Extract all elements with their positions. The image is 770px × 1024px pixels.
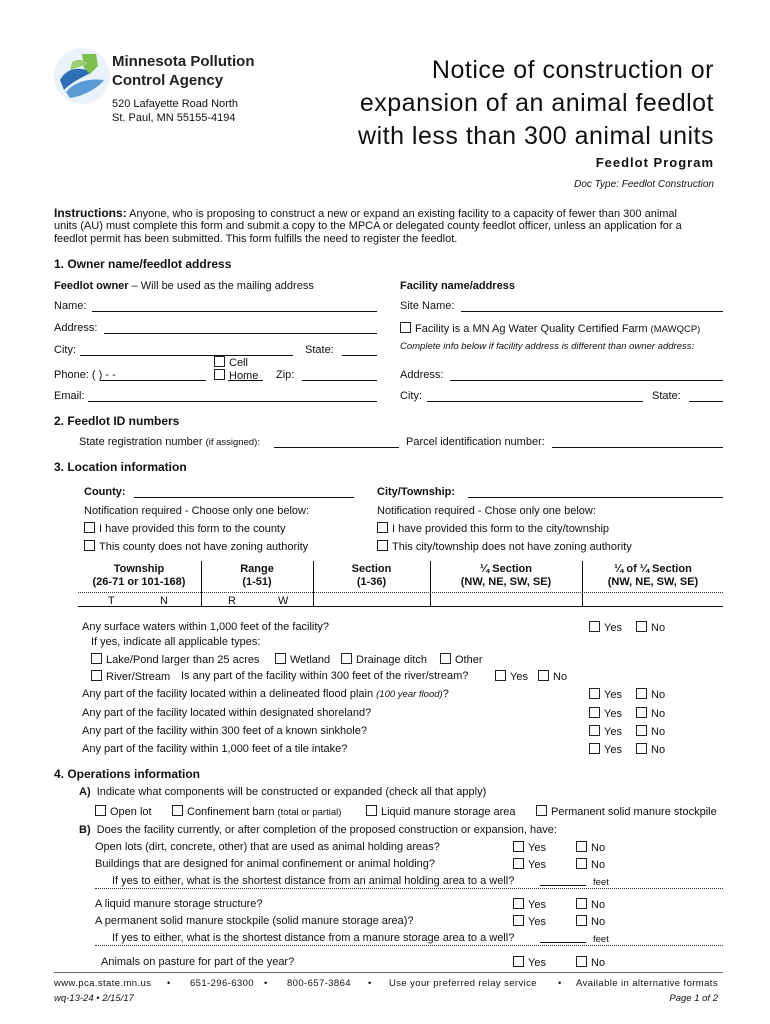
other-option[interactable]: Other: [440, 653, 483, 666]
tile-no[interactable]: No: [636, 743, 665, 756]
city-provided-checkbox[interactable]: [377, 522, 388, 533]
footer-bullet3: •: [368, 978, 372, 989]
mawqcp-option[interactable]: Facility is a MN Ag Water Quality Certified Farm (MAWQCP): [400, 322, 700, 335]
form-title-line1: Notice of construction or: [431, 56, 714, 84]
parcel-field[interactable]: [552, 447, 723, 448]
facility-city-field[interactable]: [427, 401, 643, 402]
township-t: T: [108, 595, 115, 607]
parcel-label: Parcel identification number:: [406, 436, 545, 448]
instructions-text2: units (AU) must complete this form and submit a copy to the MPCA or delegated county feedlot officer, unless an application for a: [54, 220, 682, 232]
sinkhole-yes[interactable]: Yes: [589, 725, 622, 738]
pasture-no[interactable]: No: [576, 956, 605, 969]
q-flood-plain: Any part of the facility located within a delineated flood plain (100 year flood)?: [82, 688, 449, 700]
footer-bullet1: •: [167, 978, 171, 989]
open-lot-checkbox[interactable]: [95, 805, 106, 816]
open-lot-option[interactable]: Open lot: [95, 805, 152, 818]
section1-heading: 1. Owner name/feedlot address: [54, 257, 232, 271]
city-township-field[interactable]: [468, 497, 723, 498]
surface-yes-checkbox[interactable]: [589, 621, 600, 632]
owner-zip-field[interactable]: [302, 380, 377, 381]
site-name-field[interactable]: [461, 311, 723, 312]
other-checkbox[interactable]: [440, 653, 451, 664]
if-yes-types: If yes, indicate all applicable types:: [91, 636, 261, 648]
footer-page-number: Page 1 of 2: [669, 993, 718, 1004]
liquid-no-checkbox[interactable]: [576, 898, 587, 909]
pasture-yes[interactable]: Yes: [513, 956, 546, 969]
instructions-text3: feedlot permit has been submitted. This form fulfills the need to register the feedlot.: [54, 233, 458, 245]
tile-yes[interactable]: Yes: [589, 743, 622, 756]
form-title-line2: expansion of an animal feedlot: [359, 89, 714, 117]
openlots-no[interactable]: No: [576, 841, 605, 854]
owner-city-field[interactable]: [80, 355, 293, 356]
liquid-no[interactable]: No: [576, 898, 605, 911]
facility-city-label: City:: [400, 390, 422, 402]
complete-info-note: Complete info below if facility address is different than owner address:: [400, 341, 695, 352]
surface-yes[interactable]: Yes: [589, 621, 622, 634]
solid-no-checkbox[interactable]: [576, 915, 587, 926]
state-reg-field[interactable]: [274, 447, 399, 448]
q-tile-intake: Any part of the facility within 1,000 feet of a tile intake?: [82, 743, 348, 755]
surface-no[interactable]: No: [636, 621, 665, 634]
footer-bullet4: •: [558, 978, 562, 989]
notif-county: Notification required - Choose only one below:: [84, 505, 310, 517]
sinkhole-yes-checkbox[interactable]: [589, 725, 600, 736]
confinement-option[interactable]: Confinement barn (total or partial): [172, 805, 341, 818]
owner-state-label: State:: [305, 344, 334, 356]
river-checkbox[interactable]: [91, 670, 102, 681]
flood-no-checkbox[interactable]: [636, 688, 647, 699]
wetland-checkbox[interactable]: [275, 653, 286, 664]
holding-feet: feet: [593, 877, 609, 888]
shoreland-no[interactable]: No: [636, 707, 665, 720]
state-reg-label: State registration number (if assigned):: [79, 436, 260, 448]
shoreland-yes-checkbox[interactable]: [589, 707, 600, 718]
footer-alt-formats: Available in alternative formats: [576, 978, 718, 989]
facility-address-label: Address:: [400, 369, 444, 381]
township-n: N: [160, 595, 168, 607]
notif-city: Notification required - Chose only one below:: [377, 505, 596, 517]
footer-rule: [54, 972, 723, 973]
col-range: Range (1-51): [240, 563, 274, 588]
pasture-no-checkbox[interactable]: [576, 956, 587, 967]
buildings-yes-checkbox[interactable]: [513, 858, 524, 869]
flood-yes-checkbox[interactable]: [589, 688, 600, 699]
ditch-option[interactable]: Drainage ditch: [341, 653, 427, 666]
q-sinkhole: Any part of the facility within 300 feet of a known sinkhole?: [82, 725, 367, 737]
mpca-logo-icon: [52, 46, 112, 106]
holding-distance-field[interactable]: [540, 885, 586, 886]
pasture-yes-checkbox[interactable]: [513, 956, 524, 967]
q-liquid-structure: A liquid manure storage structure?: [95, 898, 263, 910]
col-quarter-quarter: ¼ of ¼ Section (NW, NE, SW, SE): [607, 563, 699, 588]
owner-zip-label: Zip:: [276, 369, 295, 381]
shoreland-yes[interactable]: Yes: [589, 707, 622, 720]
agency-logo: [52, 46, 112, 106]
range-w: W: [278, 595, 289, 607]
site-name-label: Site Name:: [400, 300, 455, 312]
facility-state-field[interactable]: [689, 401, 723, 402]
instructions-text1: Anyone, who is proposing to construct a new or expand an existing facility to a capacity of fewer than 300 animal: [129, 208, 677, 220]
solid-no[interactable]: No: [576, 915, 605, 928]
river300-no-checkbox[interactable]: [538, 670, 549, 681]
lake-option[interactable]: Lake/Pond larger than 25 acres: [91, 653, 260, 666]
q-pasture: Animals on pasture for part of the year?: [101, 956, 295, 968]
city-option-no-zoning[interactable]: This city/township does not have zoning authority: [377, 540, 632, 553]
col-township: Township (26-71 or 101-168): [92, 563, 186, 588]
wetland-option[interactable]: Wetland: [275, 653, 330, 666]
part-a: A) Indicate what components will be constructed or expanded (check all that apply): [79, 786, 487, 798]
owner-heading: Feedlot owner – Will be used as the mailing address: [54, 280, 314, 292]
q-buildings: Buildings that are designed for animal confinement or animal holding?: [95, 858, 435, 870]
cell-checkbox[interactable]: [214, 356, 225, 367]
storage-distance-field[interactable]: [540, 942, 586, 943]
footer-bullet2: •: [264, 978, 268, 989]
county-option-no-zoning[interactable]: This county does not have zoning authority: [84, 540, 308, 553]
river-option[interactable]: River/Stream: [91, 670, 170, 683]
col-section: Section (1-36): [351, 563, 392, 588]
owner-city-label: City:: [54, 344, 76, 356]
q-storage-distance: If yes to either, what is the shortest distance from a manure storage area to a well?: [112, 932, 515, 944]
openlots-yes-checkbox[interactable]: [513, 841, 524, 852]
facility-state-label: State:: [652, 390, 681, 402]
solid-yes-checkbox[interactable]: [513, 915, 524, 926]
owner-address-label: Address:: [54, 322, 98, 334]
section2-heading: 2. Feedlot ID numbers: [54, 414, 180, 428]
solid-stockpile-checkbox[interactable]: [536, 805, 547, 816]
city-option-provided[interactable]: I have provided this form to the city/township: [377, 522, 609, 535]
owner-email-field[interactable]: [88, 401, 377, 402]
instructions: [54, 206, 677, 220]
owner-address-field[interactable]: [104, 333, 377, 334]
col-quarter: ¼ Section (NW, NE, SW, SE): [460, 563, 552, 588]
cell-option[interactable]: Cell: [214, 356, 258, 369]
agency-name-line1: Minnesota Pollution: [112, 53, 255, 70]
flood-yes[interactable]: Yes: [589, 688, 622, 701]
owner-email-label: Email:: [54, 390, 85, 402]
ditch-checkbox[interactable]: [341, 653, 352, 664]
footer-website[interactable]: www.pca.state.mn.us: [54, 978, 152, 989]
agency-name-line2: Control Agency: [112, 72, 224, 89]
home-checkbox[interactable]: [214, 369, 225, 380]
owner-phone-field[interactable]: [100, 380, 206, 381]
buildings-no-checkbox[interactable]: [576, 858, 587, 869]
owner-name-field[interactable]: [92, 311, 377, 312]
footer-form-id: wq-13-24 • 2/15/17: [54, 993, 134, 1004]
q-holding-distance: If yes to either, what is the shortest distance from an animal holding area to a well?: [112, 875, 515, 887]
liquid-yes[interactable]: Yes: [513, 898, 546, 911]
part-b: B) Does the facility currently, or after completion of the proposed construction or expansion, have:: [79, 824, 557, 836]
tile-no-checkbox[interactable]: [636, 743, 647, 754]
openlots-no-checkbox[interactable]: [576, 841, 587, 852]
liquid-storage-checkbox[interactable]: [366, 805, 377, 816]
confinement-checkbox[interactable]: [172, 805, 183, 816]
q-shoreland: Any part of the facility located within designated shoreland?: [82, 707, 372, 719]
home-option[interactable]: Home: [214, 369, 258, 382]
instructions-label: Instructions:: [54, 206, 127, 220]
form-title-line3: with less than 300 animal units: [358, 122, 714, 150]
county-field[interactable]: [134, 497, 354, 498]
solid-yes[interactable]: Yes: [513, 915, 546, 928]
phone-type-options: [214, 356, 258, 382]
footer-phone2: 800-657-3864: [287, 978, 351, 989]
river300-yes[interactable]: Yes: [495, 670, 528, 683]
openlots-yes[interactable]: Yes: [513, 841, 546, 854]
city-no-zoning-checkbox[interactable]: [377, 540, 388, 551]
buildings-no[interactable]: No: [576, 858, 605, 871]
storage-feet: feet: [593, 934, 609, 945]
agency-address-line1: 520 Lafayette Road North: [112, 98, 238, 110]
flood-no[interactable]: No: [636, 688, 665, 701]
solid-stockpile-option[interactable]: Permanent solid manure stockpile: [536, 805, 717, 818]
county-option-provided[interactable]: I have provided this form to the county: [84, 522, 286, 535]
owner-state-field[interactable]: [342, 355, 377, 356]
agency-address-line2: St. Paul, MN 55155-4194: [112, 112, 236, 124]
home-underline: [228, 380, 263, 381]
mawqcp-checkbox[interactable]: [400, 322, 411, 333]
county-label: County:: [84, 486, 126, 498]
buildings-yes[interactable]: Yes: [513, 858, 546, 871]
sinkhole-no[interactable]: No: [636, 725, 665, 738]
doc-type: Doc Type: Feedlot Construction: [574, 179, 714, 190]
county-no-zoning-checkbox[interactable]: [84, 540, 95, 551]
program-name: Feedlot Program: [595, 155, 714, 170]
q-solid-stockpile: A permanent solid manure stockpile (solid manure storage area)?: [95, 915, 414, 927]
liquid-yes-checkbox[interactable]: [513, 898, 524, 909]
river300-no[interactable]: No: [538, 670, 567, 683]
facility-address-field[interactable]: [450, 380, 723, 381]
section3-heading: 3. Location information: [54, 460, 187, 474]
city-township-label: City/Township:: [377, 486, 456, 498]
owner-phone-label: Phone: ( ) - -: [54, 369, 116, 381]
q-surface-waters: Any surface waters within 1,000 feet of the facility?: [82, 621, 330, 633]
sinkhole-no-checkbox[interactable]: [636, 725, 647, 736]
lake-checkbox[interactable]: [91, 653, 102, 664]
q-open-lots: Open lots (dirt, concrete, other) that are used as animal holding areas?: [95, 841, 440, 853]
q-river-300: Is any part of the facility within 300 feet of the river/stream?: [181, 670, 469, 682]
owner-name-label: Name:: [54, 300, 87, 312]
tile-yes-checkbox[interactable]: [589, 743, 600, 754]
range-r: R: [228, 595, 236, 607]
facility-heading: Facility name/address: [400, 280, 515, 292]
section4-heading: 4. Operations information: [54, 767, 201, 781]
river300-yes-checkbox[interactable]: [495, 670, 506, 681]
shoreland-no-checkbox[interactable]: [636, 707, 647, 718]
footer-relay: Use your preferred relay service: [389, 978, 537, 989]
footer-phone1: 651-296-6300: [190, 978, 254, 989]
surface-no-checkbox[interactable]: [636, 621, 647, 632]
county-provided-checkbox[interactable]: [84, 522, 95, 533]
liquid-storage-option[interactable]: Liquid manure storage area: [366, 805, 516, 818]
